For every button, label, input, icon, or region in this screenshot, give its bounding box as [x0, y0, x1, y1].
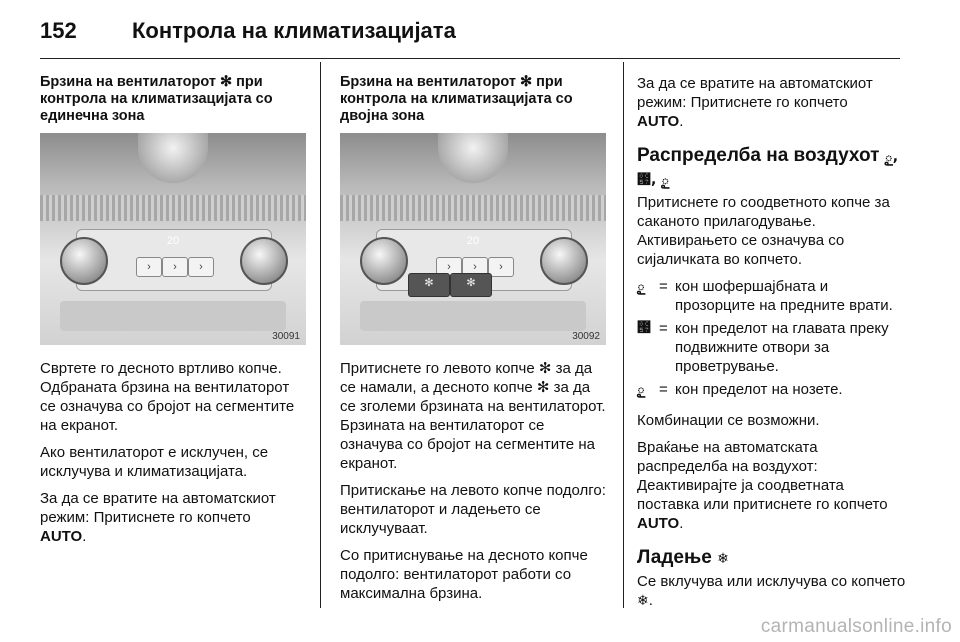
paragraph — [40, 489, 306, 546]
right-knob — [240, 237, 288, 285]
auto-label: AUTO — [40, 528, 83, 545]
figure-lower-panel — [360, 301, 586, 331]
figure-vent — [40, 195, 306, 221]
column-distribution — [637, 74, 907, 619]
equals-sign: = — [659, 278, 668, 295]
paragraph — [637, 438, 907, 533]
column-single-zone — [40, 74, 306, 554]
figure-lower-panel — [60, 301, 286, 331]
snowflake-icon: ❄ — [717, 551, 729, 567]
list-item-text: кон пределот на нозете. — [675, 381, 843, 398]
snowflake-icon: ❄ — [637, 593, 649, 609]
auto-label: AUTO — [637, 515, 680, 532]
distribution-heading-text: Распределба на воздухот — [637, 145, 880, 166]
paragraph: Притиснете го левото копче ✻ за да се намали, а десното копче ✻ за да се зголеми брзината на вентилаторот. Брзината на вентилаторот се означува со бројот на сегментите на екранот. — [340, 360, 606, 472]
paragraph: Притиснете го соодветното копче за саканото прилагодување. Активирањето се означува со сијаличката во копчето. — [637, 194, 890, 268]
list-item — [637, 319, 907, 376]
paragraph-text: За да се вратите на автоматскиот режим: Притиснете го копчето — [40, 490, 276, 526]
list-item — [637, 277, 907, 315]
paragraph — [637, 572, 907, 611]
period: . — [82, 528, 87, 545]
single-zone-control-figure — [40, 133, 306, 345]
page-title: Контрола на климатизацијата — [132, 18, 456, 43]
figure-display: 20 — [466, 235, 480, 247]
left-knob — [360, 237, 408, 285]
column-divider-1 — [320, 62, 321, 608]
figure-vent — [340, 195, 606, 221]
header-rule — [40, 58, 900, 59]
footwell-icon: ౖ — [637, 381, 646, 397]
figure-button-2: › — [162, 257, 188, 277]
figure-button-1: › — [136, 257, 162, 277]
cooling-heading — [637, 547, 907, 570]
figure-button-2: › — [462, 257, 488, 277]
paragraph: Ако вентилаторот е исклучен, се исклучува и климатизацијата. — [40, 444, 269, 480]
fan-decrease-button-highlight: ✻ — [408, 273, 450, 297]
figure-top-knob — [138, 133, 208, 183]
distribution-heading — [637, 145, 907, 191]
list-item-text: кон пределот на главата преку подвижните отвори за проветрување. — [675, 320, 889, 375]
figure-button-3: › — [188, 257, 214, 277]
fan-increase-button-highlight: ✻ — [450, 273, 492, 297]
list-item-text: кон шофершајбната и прозорците на предните врати. — [675, 278, 893, 314]
period: . — [648, 592, 653, 609]
auto-label: AUTO — [637, 113, 680, 130]
list-item — [637, 380, 907, 399]
period: . — [679, 113, 684, 130]
single-zone-heading: Брзина на вентилаторот ✻ при контрола на климатизацијата со единечна зона — [40, 74, 273, 124]
head-area-icon: ౗ — [637, 320, 651, 336]
paragraph-text: Се вклучува или исклучува со копчето — [637, 573, 906, 590]
page-number: 152 — [40, 18, 77, 43]
windscreen-icon: ౖ — [637, 278, 646, 294]
paragraph: Комбинации се возможни. — [637, 412, 820, 429]
figure-number: 30092 — [572, 331, 600, 342]
paragraph: Притискање на левото копче подолго: вентилаторот и ладењето се исклучуваат. — [340, 482, 606, 537]
paragraph — [637, 74, 907, 131]
cooling-heading-text: Ладење — [637, 547, 712, 568]
paragraph-text: За да се вратите на автоматскиот режим: Притиснете го копчето — [637, 75, 873, 111]
figure-button-3: › — [488, 257, 514, 277]
page-header — [40, 14, 920, 54]
paragraph-text: Враќање на автоматската распределба на воздухот: Деактивирајте ја соодветната поставка или притиснете го копчето — [637, 439, 888, 513]
column-divider-2 — [623, 62, 624, 608]
figure-button-1: › — [436, 257, 462, 277]
figure-display: 20 — [166, 235, 180, 247]
dual-zone-heading: Брзина на вентилаторот ✻ при контрола на климатизацијата со двојна зона — [340, 74, 573, 124]
column-dual-zone — [340, 74, 606, 611]
dual-zone-control-figure — [340, 133, 606, 345]
left-knob — [60, 237, 108, 285]
right-knob — [540, 237, 588, 285]
figure-top-knob — [438, 133, 508, 183]
paragraph: Со притиснување на десното копче подолго: вентилаторот работи со максимална брзина. — [340, 547, 588, 602]
watermark: carmanualsonline.info — [760, 616, 952, 637]
distribution-icons: ౖ, ౗, ౖ — [637, 149, 899, 188]
figure-number: 30091 — [272, 331, 300, 342]
equals-sign: = — [659, 381, 668, 398]
period: . — [679, 515, 684, 532]
paragraph: Свртете го десното вртливо копче. Одбраната брзина на вентилаторот се означува со бројот на сегментите на екранот. — [40, 360, 295, 434]
equals-sign: = — [659, 320, 668, 337]
